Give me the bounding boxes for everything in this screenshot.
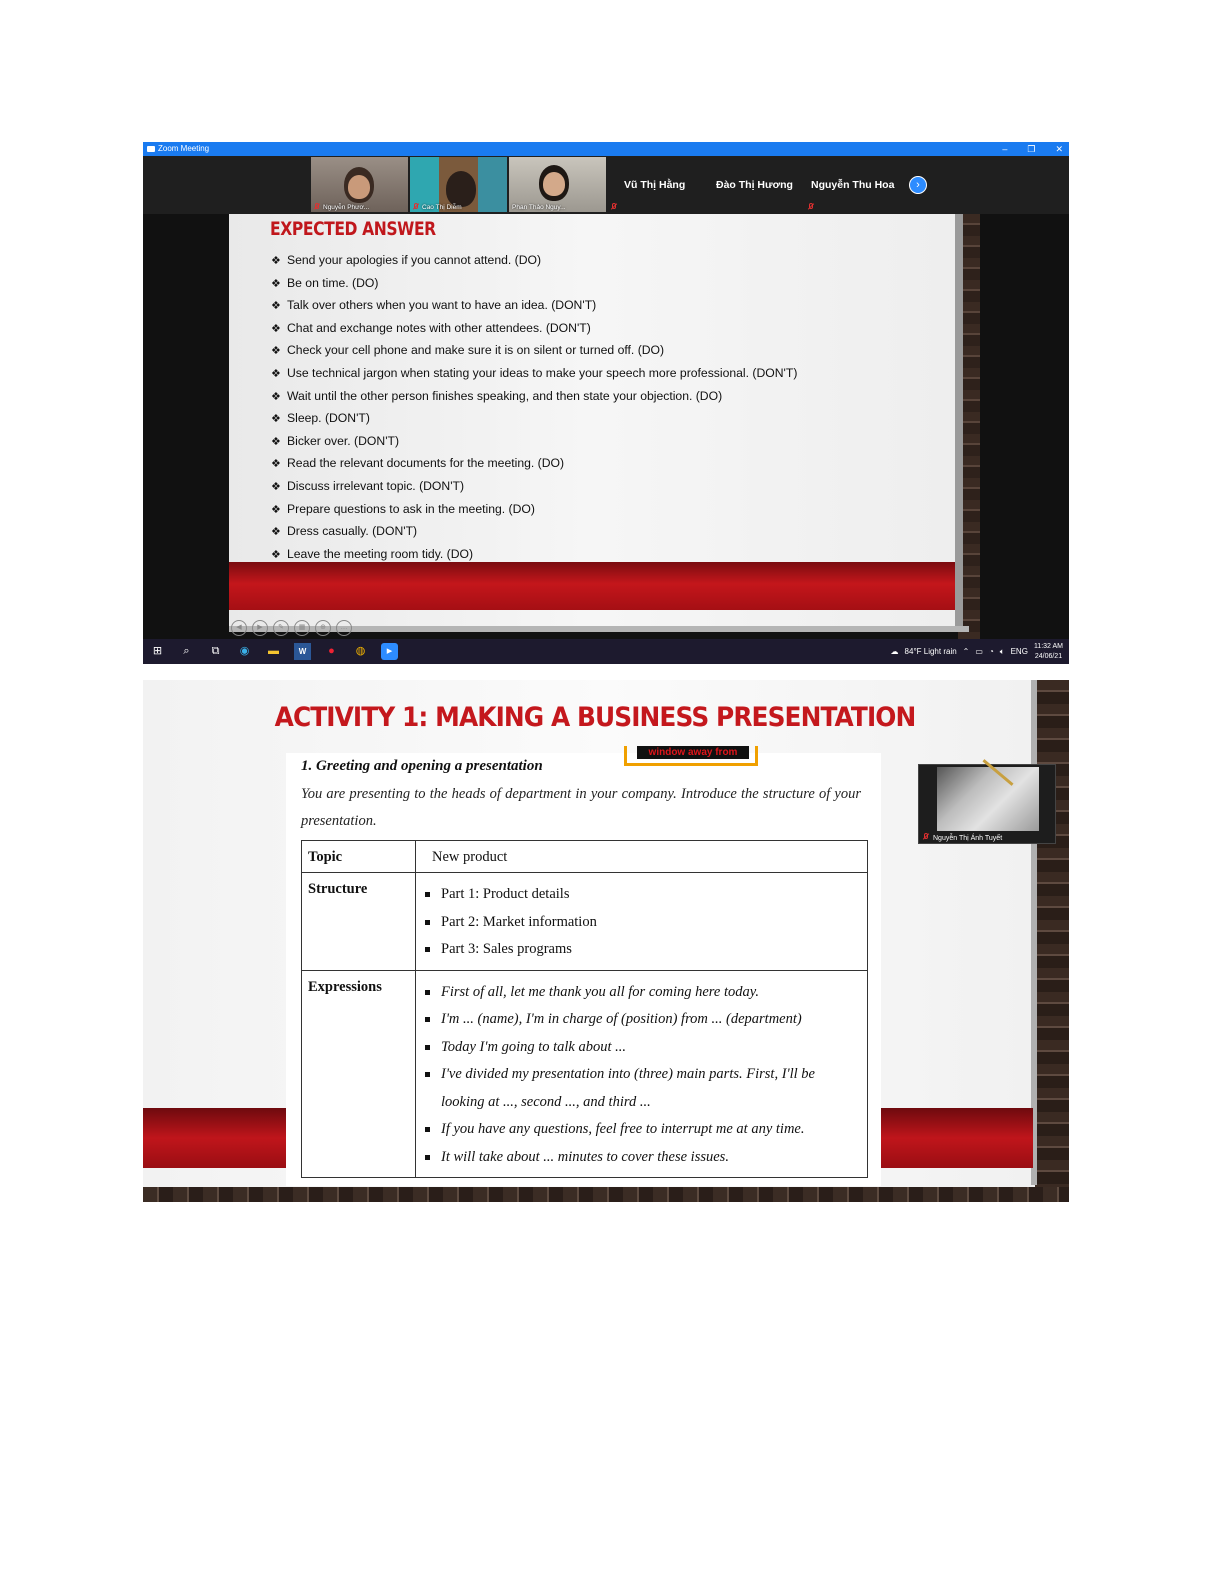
slides-grid-icon[interactable]: ▦	[294, 620, 310, 636]
bullet-icon: ❖	[271, 526, 281, 539]
bullet-icon: ❖	[271, 390, 281, 403]
list-item: ❖ Check your cell phone and make sure it is on silent or turned off. (DO)	[271, 339, 797, 362]
list-item: ❖ Dress casually. (DON'T)	[271, 520, 797, 543]
participant-name: Cao Thị Diễm	[422, 204, 462, 211]
video-thumbnail[interactable]	[509, 157, 606, 212]
slideshow-controls	[231, 620, 352, 636]
participant-tile[interactable]	[803, 156, 899, 214]
list-item: ❖ Talk over others when you want to have an idea. (DON'T)	[271, 294, 797, 317]
zoom-slide-icon[interactable]: ⊕	[315, 620, 331, 636]
zoom-icon[interactable]: ▸	[381, 643, 398, 660]
expected-answer-slide	[229, 214, 955, 626]
tray-chevron-icon[interactable]: ⌃	[962, 647, 970, 656]
chat-app-icon[interactable]: ●	[328, 645, 335, 657]
language-indicator[interactable]: ENG	[1010, 647, 1028, 656]
table-row	[302, 873, 868, 971]
list-item: ❖ Bicker over. (DON'T)	[271, 430, 797, 453]
participant-name: Phan Thảo Nguy...	[512, 204, 566, 211]
list-item: Today I'm going to talk about ...	[422, 1034, 861, 1062]
edge-icon[interactable]: ◉	[239, 645, 250, 657]
muted-mic-icon	[808, 203, 814, 211]
brick-background	[1035, 680, 1069, 1202]
slide-title: ACTIVITY 1: MAKING A BUSINESS PRESENTATION	[274, 702, 916, 733]
close-button[interactable]: ✕	[1055, 144, 1063, 154]
participant-name: Nguyễn Thị Ánh Tuyết	[933, 835, 1003, 842]
presentation-table	[301, 840, 868, 1178]
table-row	[302, 970, 868, 1178]
table-key: Expressions	[302, 970, 416, 1178]
bullet-icon: ❖	[271, 277, 281, 290]
bullet-icon: ❖	[271, 300, 281, 313]
list-item: ❖ Be on time. (DO)	[271, 272, 797, 295]
more-options-icon[interactable]: …	[336, 620, 352, 636]
list-item: Part 3: Sales programs	[422, 936, 861, 964]
video-pip[interactable]	[918, 764, 1056, 844]
word-icon[interactable]: W	[294, 643, 311, 660]
bullet-icon: ❖	[271, 480, 281, 493]
file-explorer-icon[interactable]: ▬	[268, 645, 279, 657]
intro-text: You are presenting to the heads of department in your company. Introduce the structure of your presentation.	[301, 786, 861, 829]
clock-date: 24/06/21	[1034, 652, 1063, 660]
section-heading: 1. Greeting and opening a presentation	[301, 758, 543, 774]
weather-icon: ☁	[890, 647, 899, 656]
search-icon[interactable]: ⌕	[183, 645, 190, 657]
shared-screen	[143, 214, 1069, 639]
participant-name: Vũ Thị Hằng	[624, 179, 686, 191]
battery-icon[interactable]: ▭	[975, 647, 983, 656]
participant-tile[interactable]	[705, 156, 801, 214]
chevron-right-icon: ›	[916, 179, 920, 191]
list-item: ❖ Send your apologies if you cannot attend. (DO)	[271, 249, 797, 272]
video-thumbnail[interactable]	[311, 157, 408, 212]
table-value	[416, 970, 868, 1178]
brick-background	[143, 1187, 1069, 1202]
minimize-button[interactable]: –	[1002, 144, 1008, 154]
zoom-meeting-screenshot	[143, 142, 1069, 664]
document-excerpt	[286, 753, 881, 1186]
bullet-icon: ❖	[271, 367, 281, 380]
table-value: New product	[416, 841, 868, 873]
start-icon[interactable]: ⊞	[152, 645, 163, 657]
clock[interactable]	[1034, 642, 1063, 662]
video-thumbnail[interactable]	[410, 157, 507, 212]
wifi-icon[interactable]: ◔	[988, 647, 994, 656]
next-slide-icon[interactable]: ▶	[252, 620, 268, 636]
bullet-icon: ❖	[271, 548, 281, 561]
list-item: First of all, let me thank you all for coming here today.	[422, 979, 861, 1007]
list-item: I've divided my presentation into (three) main parts. First, I'll be looking at ..., second ..., and third ...	[422, 1061, 861, 1116]
presentation-slide-screenshot	[143, 680, 1069, 1202]
pen-icon[interactable]: ✎	[273, 620, 289, 636]
clock-time: 11:32 AM	[1033, 642, 1063, 650]
participant-name: Đào Thị Hương	[716, 179, 793, 191]
list-item: It will take about ... minutes to cover these issues.	[422, 1144, 861, 1172]
list-item: I'm ... (name), I'm in charge of (position) from ... (department)	[422, 1006, 861, 1034]
bullet-icon: ❖	[271, 255, 281, 267]
bullet-icon: ❖	[271, 458, 281, 471]
list-item: ❖ Use technical jargon when stating your ideas to make your speech more professional. (DON'T)	[271, 362, 797, 385]
list-item: ❖ Chat and exchange notes with other attendees. (DON'T)	[271, 317, 797, 340]
table-value	[416, 873, 868, 971]
list-item: ❖ Prepare questions to ask in the meeting. (DO)	[271, 498, 797, 521]
chrome-icon[interactable]: ◍	[355, 645, 366, 657]
task-view-icon[interactable]: ⧉	[211, 645, 220, 657]
weather-text[interactable]: 84°F Light rain	[904, 647, 957, 656]
participant-tile[interactable]	[609, 156, 705, 214]
list-item: ❖ Wait until the other person finishes speaking, and then state your objection. (DO)	[271, 385, 797, 408]
participant-name: Nguyễn Phươ...	[323, 204, 370, 211]
list-item: ❖ Read the relevant documents for the meeting. (DO)	[271, 452, 797, 475]
bullet-icon: ❖	[271, 413, 281, 426]
list-item: ❖ Discuss irrelevant topic. (DON'T)	[271, 475, 797, 498]
windows-taskbar	[143, 639, 1069, 664]
table-key: Topic	[302, 841, 416, 873]
list-item: Part 1: Product details	[422, 881, 861, 909]
participant-strip	[143, 156, 1069, 214]
list-item: Part 2: Market information	[422, 909, 861, 937]
window-title: Zoom Meeting	[158, 144, 210, 153]
next-page-button[interactable]	[909, 176, 927, 194]
window-titlebar	[143, 142, 1069, 156]
answer-list	[271, 249, 797, 565]
slide-red-band	[229, 562, 955, 610]
previous-slide-icon[interactable]: ◀	[231, 620, 247, 636]
bullet-icon: ❖	[271, 345, 281, 358]
list-item: ❖ Sleep. (DON'T)	[271, 407, 797, 430]
maximize-button[interactable]: ❐	[1027, 144, 1036, 154]
overlay-text: window away from	[637, 746, 749, 759]
slide-title: EXPECTED ANSWER	[270, 218, 436, 240]
screen-share-overlay	[624, 746, 758, 766]
zoom-icon	[147, 146, 155, 152]
volume-icon[interactable]: 🔈︎	[999, 646, 1005, 656]
table-key: Structure	[302, 873, 416, 971]
camera-feed	[937, 767, 1039, 831]
table-row	[302, 841, 868, 873]
list-item: ❖ Leave the meeting room tidy. (DO)	[271, 543, 797, 566]
bullet-icon: ❖	[271, 435, 281, 448]
bullet-icon: ❖	[271, 322, 281, 335]
list-item: If you have any questions, feel free to interrupt me at any time.	[422, 1116, 861, 1144]
bullet-icon: ❖	[271, 503, 281, 516]
participant-name: Nguyễn Thu Hoa	[811, 179, 895, 191]
